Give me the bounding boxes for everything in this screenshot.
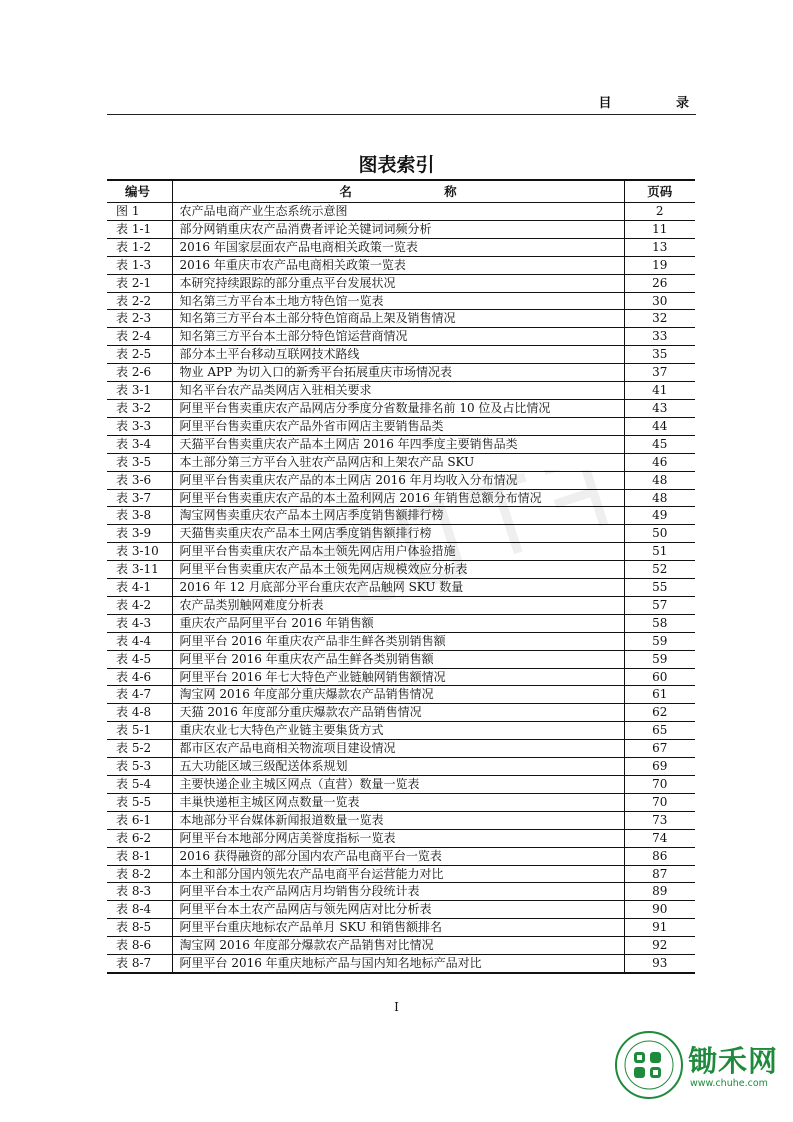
cell-name: 淘宝网售卖重庆农产品本土网店季度销售额排行榜 bbox=[172, 507, 624, 525]
cell-name: 阿里平台重庆地标农产品单月 SKU 和销售额排名 bbox=[172, 919, 624, 937]
cell-number: 表 6-2 bbox=[107, 829, 172, 847]
cell-page: 70 bbox=[624, 776, 695, 794]
cell-number: 表 5-5 bbox=[107, 793, 172, 811]
cell-number: 表 3-9 bbox=[107, 525, 172, 543]
cell-page: 48 bbox=[624, 489, 695, 507]
cell-number: 表 3-7 bbox=[107, 489, 172, 507]
table-row bbox=[107, 453, 695, 471]
cell-name: 2016 获得融资的部分国内农产品电商平台一览表 bbox=[172, 847, 624, 865]
cell-name: 丰巢快递柜主城区网点数量一览表 bbox=[172, 793, 624, 811]
cell-name: 重庆农业七大特色产业链主要集货方式 bbox=[172, 722, 624, 740]
cell-name: 阿里平台售卖重庆农产品本土领先网店规模效应分析表 bbox=[172, 561, 624, 579]
table-row bbox=[107, 292, 695, 310]
table-row bbox=[107, 579, 695, 597]
table-row bbox=[107, 722, 695, 740]
table-row bbox=[107, 955, 695, 973]
cell-page: 86 bbox=[624, 847, 695, 865]
cell-page: 41 bbox=[624, 382, 695, 400]
table-body bbox=[107, 203, 695, 973]
cell-page: 45 bbox=[624, 435, 695, 453]
brand-name: 锄禾网 bbox=[688, 1044, 779, 1078]
cell-page: 49 bbox=[624, 507, 695, 525]
cell-name: 知名第三方平台本土部分特色馆运营商情况 bbox=[172, 328, 624, 346]
table-row bbox=[107, 489, 695, 507]
table-row bbox=[107, 793, 695, 811]
table-row bbox=[107, 364, 695, 382]
cell-number: 表 1-1 bbox=[107, 220, 172, 238]
table-row bbox=[107, 704, 695, 722]
cell-number: 表 2-3 bbox=[107, 310, 172, 328]
table-row bbox=[107, 883, 695, 901]
cell-page: 33 bbox=[624, 328, 695, 346]
cell-number: 表 3-11 bbox=[107, 561, 172, 579]
cell-page: 91 bbox=[624, 919, 695, 937]
table-row bbox=[107, 435, 695, 453]
cell-name: 知名第三方平台本土地方特色馆一览表 bbox=[172, 292, 624, 310]
cell-number: 表 3-10 bbox=[107, 543, 172, 561]
chuhe-logo-icon bbox=[614, 1030, 684, 1100]
cell-name: 知名平台农产品类网店入驻相关要求 bbox=[172, 382, 624, 400]
cell-page: 62 bbox=[624, 704, 695, 722]
cell-number: 表 3-4 bbox=[107, 435, 172, 453]
running-header: 目 录 bbox=[598, 96, 719, 111]
cell-name: 天猫售卖重庆农产品本土网店季度销售额排行榜 bbox=[172, 525, 624, 543]
cell-name: 本地部分平台媒体新闻报道数量一览表 bbox=[172, 811, 624, 829]
cell-number: 表 5-4 bbox=[107, 776, 172, 794]
cell-name: 淘宝网 2016 年度部分爆款农产品销售对比情况 bbox=[172, 937, 624, 955]
cell-page: 89 bbox=[624, 883, 695, 901]
cell-number: 表 4-1 bbox=[107, 579, 172, 597]
cell-page: 67 bbox=[624, 740, 695, 758]
cell-number: 表 4-2 bbox=[107, 596, 172, 614]
cell-page: 43 bbox=[624, 399, 695, 417]
cell-name: 阿里平台本地部分网店美誉度指标一览表 bbox=[172, 829, 624, 847]
brand-url: www.chuhe.com bbox=[690, 1078, 768, 1089]
cell-name: 本土部分第三方平台入驻农产品网店和上架农产品 SKU bbox=[172, 453, 624, 471]
cell-number: 表 5-1 bbox=[107, 722, 172, 740]
table-row bbox=[107, 758, 695, 776]
table-row bbox=[107, 525, 695, 543]
table-row bbox=[107, 847, 695, 865]
cell-name: 阿里平台售卖重庆农产品本土领先网店用户体验措施 bbox=[172, 543, 624, 561]
table-row bbox=[107, 274, 695, 292]
cell-name: 知名第三方平台本土部分特色馆商品上架及销售情况 bbox=[172, 310, 624, 328]
cell-page: 30 bbox=[624, 292, 695, 310]
table-row bbox=[107, 310, 695, 328]
cell-page: 52 bbox=[624, 561, 695, 579]
cell-number: 表 4-3 bbox=[107, 614, 172, 632]
table-row bbox=[107, 614, 695, 632]
cell-name: 阿里平台 2016 年重庆农产品非生鲜各类别销售额 bbox=[172, 632, 624, 650]
cell-number: 表 8-4 bbox=[107, 901, 172, 919]
cell-number: 表 4-5 bbox=[107, 650, 172, 668]
table-row bbox=[107, 382, 695, 400]
cell-number: 表 5-3 bbox=[107, 758, 172, 776]
cell-page: 60 bbox=[624, 668, 695, 686]
table-row bbox=[107, 471, 695, 489]
table-row bbox=[107, 328, 695, 346]
cell-name: 天猫 2016 年度部分重庆爆款农产品销售情况 bbox=[172, 704, 624, 722]
cell-page: 13 bbox=[624, 238, 695, 256]
cell-page: 92 bbox=[624, 937, 695, 955]
cell-name: 2016 年重庆市农产品电商相关政策一览表 bbox=[172, 256, 624, 274]
cell-number: 表 4-6 bbox=[107, 668, 172, 686]
table-row bbox=[107, 686, 695, 704]
cell-page: 48 bbox=[624, 471, 695, 489]
cell-name: 本土和部分国内领先农产品电商平台运营能力对比 bbox=[172, 865, 624, 883]
table-row bbox=[107, 937, 695, 955]
column-header-page: 页码 bbox=[624, 180, 695, 203]
cell-number: 表 6-1 bbox=[107, 811, 172, 829]
cell-page: 59 bbox=[624, 632, 695, 650]
cell-number: 表 2-1 bbox=[107, 274, 172, 292]
cell-name: 2016 年 12 月底部分平台重庆农产品触网 SKU 数量 bbox=[172, 579, 624, 597]
cell-name: 2016 年国家层面农产品电商相关政策一览表 bbox=[172, 238, 624, 256]
cell-name: 部分网销重庆农产品消费者评论关键词词频分析 bbox=[172, 220, 624, 238]
table-row bbox=[107, 417, 695, 435]
table-row bbox=[107, 829, 695, 847]
cell-name: 农产品电商产业生态系统示意图 bbox=[172, 203, 624, 221]
cell-page: 11 bbox=[624, 220, 695, 238]
cell-page: 37 bbox=[624, 364, 695, 382]
cell-page: 50 bbox=[624, 525, 695, 543]
cell-number: 表 5-2 bbox=[107, 740, 172, 758]
cell-name: 阿里平台 2016 年重庆地标产品与国内知名地标产品对比 bbox=[172, 955, 624, 973]
cell-name: 重庆农产品阿里平台 2016 年销售额 bbox=[172, 614, 624, 632]
cell-page: 32 bbox=[624, 310, 695, 328]
cell-name: 部分本土平台移动互联网技术路线 bbox=[172, 346, 624, 364]
header-rule bbox=[107, 114, 696, 115]
table-row bbox=[107, 901, 695, 919]
page-number: I bbox=[394, 1000, 399, 1014]
table-row bbox=[107, 650, 695, 668]
cell-page: 73 bbox=[624, 811, 695, 829]
cell-number: 表 3-5 bbox=[107, 453, 172, 471]
table-row bbox=[107, 238, 695, 256]
cell-name: 五大功能区域三级配送体系规划 bbox=[172, 758, 624, 776]
cell-number: 表 8-2 bbox=[107, 865, 172, 883]
cell-name: 阿里平台 2016 年七大特色产业链触网销售额情况 bbox=[172, 668, 624, 686]
cell-number: 表 8-5 bbox=[107, 919, 172, 937]
table-row bbox=[107, 346, 695, 364]
cell-page: 93 bbox=[624, 955, 695, 973]
table-row bbox=[107, 596, 695, 614]
cell-page: 61 bbox=[624, 686, 695, 704]
table-row bbox=[107, 740, 695, 758]
cell-number: 表 4-7 bbox=[107, 686, 172, 704]
cell-page: 69 bbox=[624, 758, 695, 776]
cell-page: 2 bbox=[624, 203, 695, 221]
cell-number: 表 3-8 bbox=[107, 507, 172, 525]
page-title: 图表索引 bbox=[358, 154, 435, 176]
cell-name: 都市区农产品电商相关物流项目建设情况 bbox=[172, 740, 624, 758]
cell-name: 本研究持续跟踪的部分重点平台发展状况 bbox=[172, 274, 624, 292]
cell-name: 主要快递企业主城区网点（直营）数量一览表 bbox=[172, 776, 624, 794]
cell-name: 阿里平台售卖重庆农产品网店分季度分省数量排名前 10 位及占比情况 bbox=[172, 399, 624, 417]
cell-number: 表 8-7 bbox=[107, 955, 172, 973]
cell-page: 87 bbox=[624, 865, 695, 883]
table-header-row bbox=[107, 180, 695, 203]
cell-page: 35 bbox=[624, 346, 695, 364]
cell-name: 天猫平台售卖重庆农产品本土网店 2016 年四季度主要销售品类 bbox=[172, 435, 624, 453]
table-row bbox=[107, 203, 695, 221]
cell-name: 阿里平台售卖重庆农产品的本土网店 2016 年月均收入分布情况 bbox=[172, 471, 624, 489]
cell-page: 58 bbox=[624, 614, 695, 632]
cell-number: 表 2-2 bbox=[107, 292, 172, 310]
table-row bbox=[107, 561, 695, 579]
table-row bbox=[107, 776, 695, 794]
cell-number: 表 3-3 bbox=[107, 417, 172, 435]
figure-table-index bbox=[107, 179, 695, 974]
cell-name: 农产品类别触网难度分析表 bbox=[172, 596, 624, 614]
column-header-number: 编号 bbox=[107, 180, 172, 203]
cell-number: 表 8-3 bbox=[107, 883, 172, 901]
table-row bbox=[107, 507, 695, 525]
cell-name: 阿里平台本土农产品网店月均销售分段统计表 bbox=[172, 883, 624, 901]
cell-number: 表 4-8 bbox=[107, 704, 172, 722]
table-row bbox=[107, 865, 695, 883]
table-row bbox=[107, 811, 695, 829]
cell-number: 表 4-4 bbox=[107, 632, 172, 650]
table-row bbox=[107, 919, 695, 937]
cell-name: 阿里平台售卖重庆农产品的本土盈利网店 2016 年销售总额分布情况 bbox=[172, 489, 624, 507]
cell-name: 阿里平台售卖重庆农产品外省市网店主要销售品类 bbox=[172, 417, 624, 435]
cell-page: 19 bbox=[624, 256, 695, 274]
cell-number: 表 8-6 bbox=[107, 937, 172, 955]
cell-name: 阿里平台本土农产品网店与领先网店对比分析表 bbox=[172, 901, 624, 919]
cell-name: 物业 APP 为切入口的新秀平台拓展重庆市场情况表 bbox=[172, 364, 624, 382]
cell-number: 表 2-5 bbox=[107, 346, 172, 364]
cell-number: 表 1-2 bbox=[107, 238, 172, 256]
cell-page: 44 bbox=[624, 417, 695, 435]
table-row bbox=[107, 399, 695, 417]
cell-page: 55 bbox=[624, 579, 695, 597]
cell-number: 表 3-6 bbox=[107, 471, 172, 489]
cell-page: 57 bbox=[624, 596, 695, 614]
cell-number: 表 3-2 bbox=[107, 399, 172, 417]
cell-page: 46 bbox=[624, 453, 695, 471]
cell-number: 表 8-1 bbox=[107, 847, 172, 865]
table-row bbox=[107, 632, 695, 650]
cell-page: 51 bbox=[624, 543, 695, 561]
cell-number: 表 3-1 bbox=[107, 382, 172, 400]
table-row bbox=[107, 256, 695, 274]
cell-page: 26 bbox=[624, 274, 695, 292]
column-header-name: 名 称 bbox=[172, 180, 624, 203]
cell-name: 阿里平台 2016 年重庆农产品生鲜各类别销售额 bbox=[172, 650, 624, 668]
cell-number: 表 1-3 bbox=[107, 256, 172, 274]
cell-number: 图 1 bbox=[107, 203, 172, 221]
cell-page: 70 bbox=[624, 793, 695, 811]
cell-page: 65 bbox=[624, 722, 695, 740]
cell-number: 表 2-6 bbox=[107, 364, 172, 382]
table-row bbox=[107, 220, 695, 238]
cell-page: 59 bbox=[624, 650, 695, 668]
cell-page: 74 bbox=[624, 829, 695, 847]
table-row bbox=[107, 668, 695, 686]
cell-name: 淘宝网 2016 年度部分重庆爆款农产品销售情况 bbox=[172, 686, 624, 704]
table-row bbox=[107, 543, 695, 561]
cell-number: 表 2-4 bbox=[107, 328, 172, 346]
cell-page: 90 bbox=[624, 901, 695, 919]
